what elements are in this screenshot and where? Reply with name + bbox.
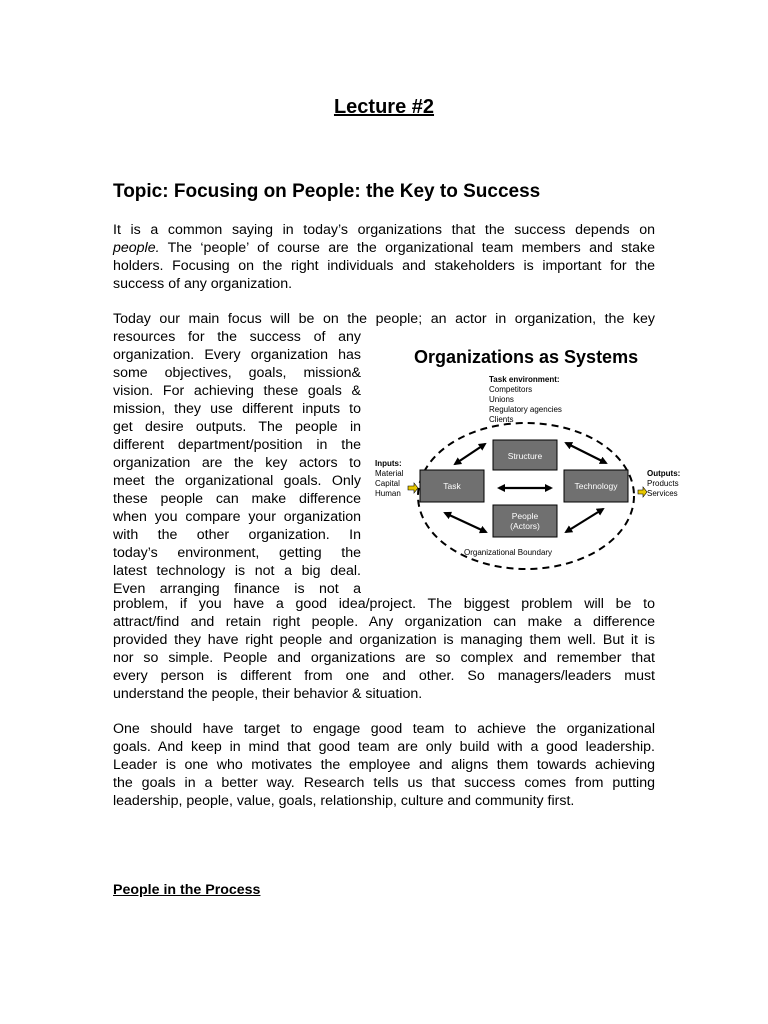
lecture-title: Lecture #2: [333, 96, 435, 118]
text-line: with the other organization. In: [113, 527, 361, 543]
topic-heading: Topic: Focusing on People: the Key to Success: [113, 181, 541, 202]
technology-label: Technology: [574, 481, 618, 491]
text-line: today’s environment, getting the: [113, 545, 361, 561]
inputs-item: Human: [375, 489, 401, 498]
text-line: Even arranging finance is not a: [113, 581, 361, 597]
text-line: get desire outputs. The people in: [113, 419, 361, 435]
task-env-item: Regulatory agencies: [489, 405, 562, 414]
text-line: people. The ‘people’ of course are the organizational team members and stake: [113, 240, 655, 256]
people-label: People: [511, 511, 539, 521]
text-line: latest technology is not a big deal.: [113, 563, 361, 579]
text-line: mission, they use different inputs to: [113, 401, 361, 417]
task-env-item: Unions: [489, 395, 514, 404]
arrow-people-technology: [566, 509, 603, 532]
outputs-heading: Outputs:: [647, 469, 681, 478]
paragraph-focus-first-line: [113, 310, 655, 328]
text-line: Leader is one who motivates the employee and aligns them towards achieving: [113, 757, 655, 773]
text-line: holders. Focusing on the right individuals and stakeholders is important for the: [113, 258, 655, 274]
structure-label: Structure: [507, 451, 543, 461]
subheading-people-in-process: People in the Process: [113, 882, 261, 898]
arrow-task-people: [445, 513, 486, 532]
text-line: success of any organization.: [113, 276, 293, 292]
paragraph-focus-wrapped: [113, 328, 361, 598]
text-line: when you compare your organization: [113, 509, 361, 525]
inputs-item: Capital: [375, 479, 400, 488]
text-line: attract/find and retain right people. Any organization can make a difference: [113, 614, 655, 630]
paragraph-focus-rest: [113, 595, 655, 703]
organizations-systems-diagram: [368, 340, 688, 580]
arrow-task-structure: [455, 444, 485, 464]
arrow-structure-technology: [566, 443, 606, 463]
text-line: One should have target to engage good team to achieve the organizational: [113, 721, 655, 737]
text-line: different department/position in the: [113, 437, 361, 453]
task-label: Task: [443, 481, 461, 491]
text-line: leadership, people, value, goals, relationship, culture and community first.: [113, 793, 575, 809]
text-line: It is a common saying in today’s organizations that the success depends on: [113, 222, 655, 238]
diagram-title: Organizations as Systems: [414, 347, 639, 367]
paragraph-intro: [113, 221, 655, 293]
task-env-item: Clients: [489, 415, 514, 424]
text-line: organization are the key actors to: [113, 455, 361, 471]
input-arrow-icon: [408, 483, 418, 493]
outputs-item: Services: [647, 489, 678, 498]
text-line: goals. And keep in mind that good team are only build with a good leadership.: [113, 739, 655, 755]
text-line: organization. Every organization has: [113, 347, 361, 363]
text-line: the goals in a better way. Research tells us that success comes from putting: [113, 775, 655, 791]
text-line: vision. For achieving these goals &: [113, 383, 361, 399]
task-env-item: Competitors: [489, 385, 533, 394]
organizational-boundary-label: Organizational Boundary: [464, 548, 553, 557]
paragraph-team: [113, 720, 655, 810]
text-line: some objectives, goals, mission&: [113, 365, 361, 381]
inputs-heading: Inputs:: [375, 459, 402, 468]
text-line: problem, if you have a good idea/project. The biggest problem will be to: [113, 596, 655, 612]
diagram-svg: [368, 340, 688, 580]
output-arrow-icon: [638, 487, 647, 497]
outputs-item: Products: [647, 479, 679, 488]
text-line: nor so simple. People and organizations are so complex and remember that: [113, 650, 655, 666]
text-line: resources for the success of any: [113, 329, 361, 345]
text-line: understand the people, their behavior & situation.: [113, 686, 423, 702]
inputs-item: Material: [375, 469, 404, 478]
text-line: every person is different from one and other. So managers/leaders must: [113, 668, 655, 684]
task-env-heading: Task environment:: [489, 375, 560, 384]
people-actors-label: (Actors): [510, 521, 540, 531]
text-line: Today our main focus will be on the people; an actor in organization, the key: [113, 311, 655, 327]
text-line: meet the organizational goals. Only: [113, 473, 361, 489]
text-line: provided they have right people and organization is managing them well. But it is: [113, 632, 655, 648]
emphasis-people: people.: [113, 240, 160, 256]
text-line: these people can make difference: [113, 491, 361, 507]
